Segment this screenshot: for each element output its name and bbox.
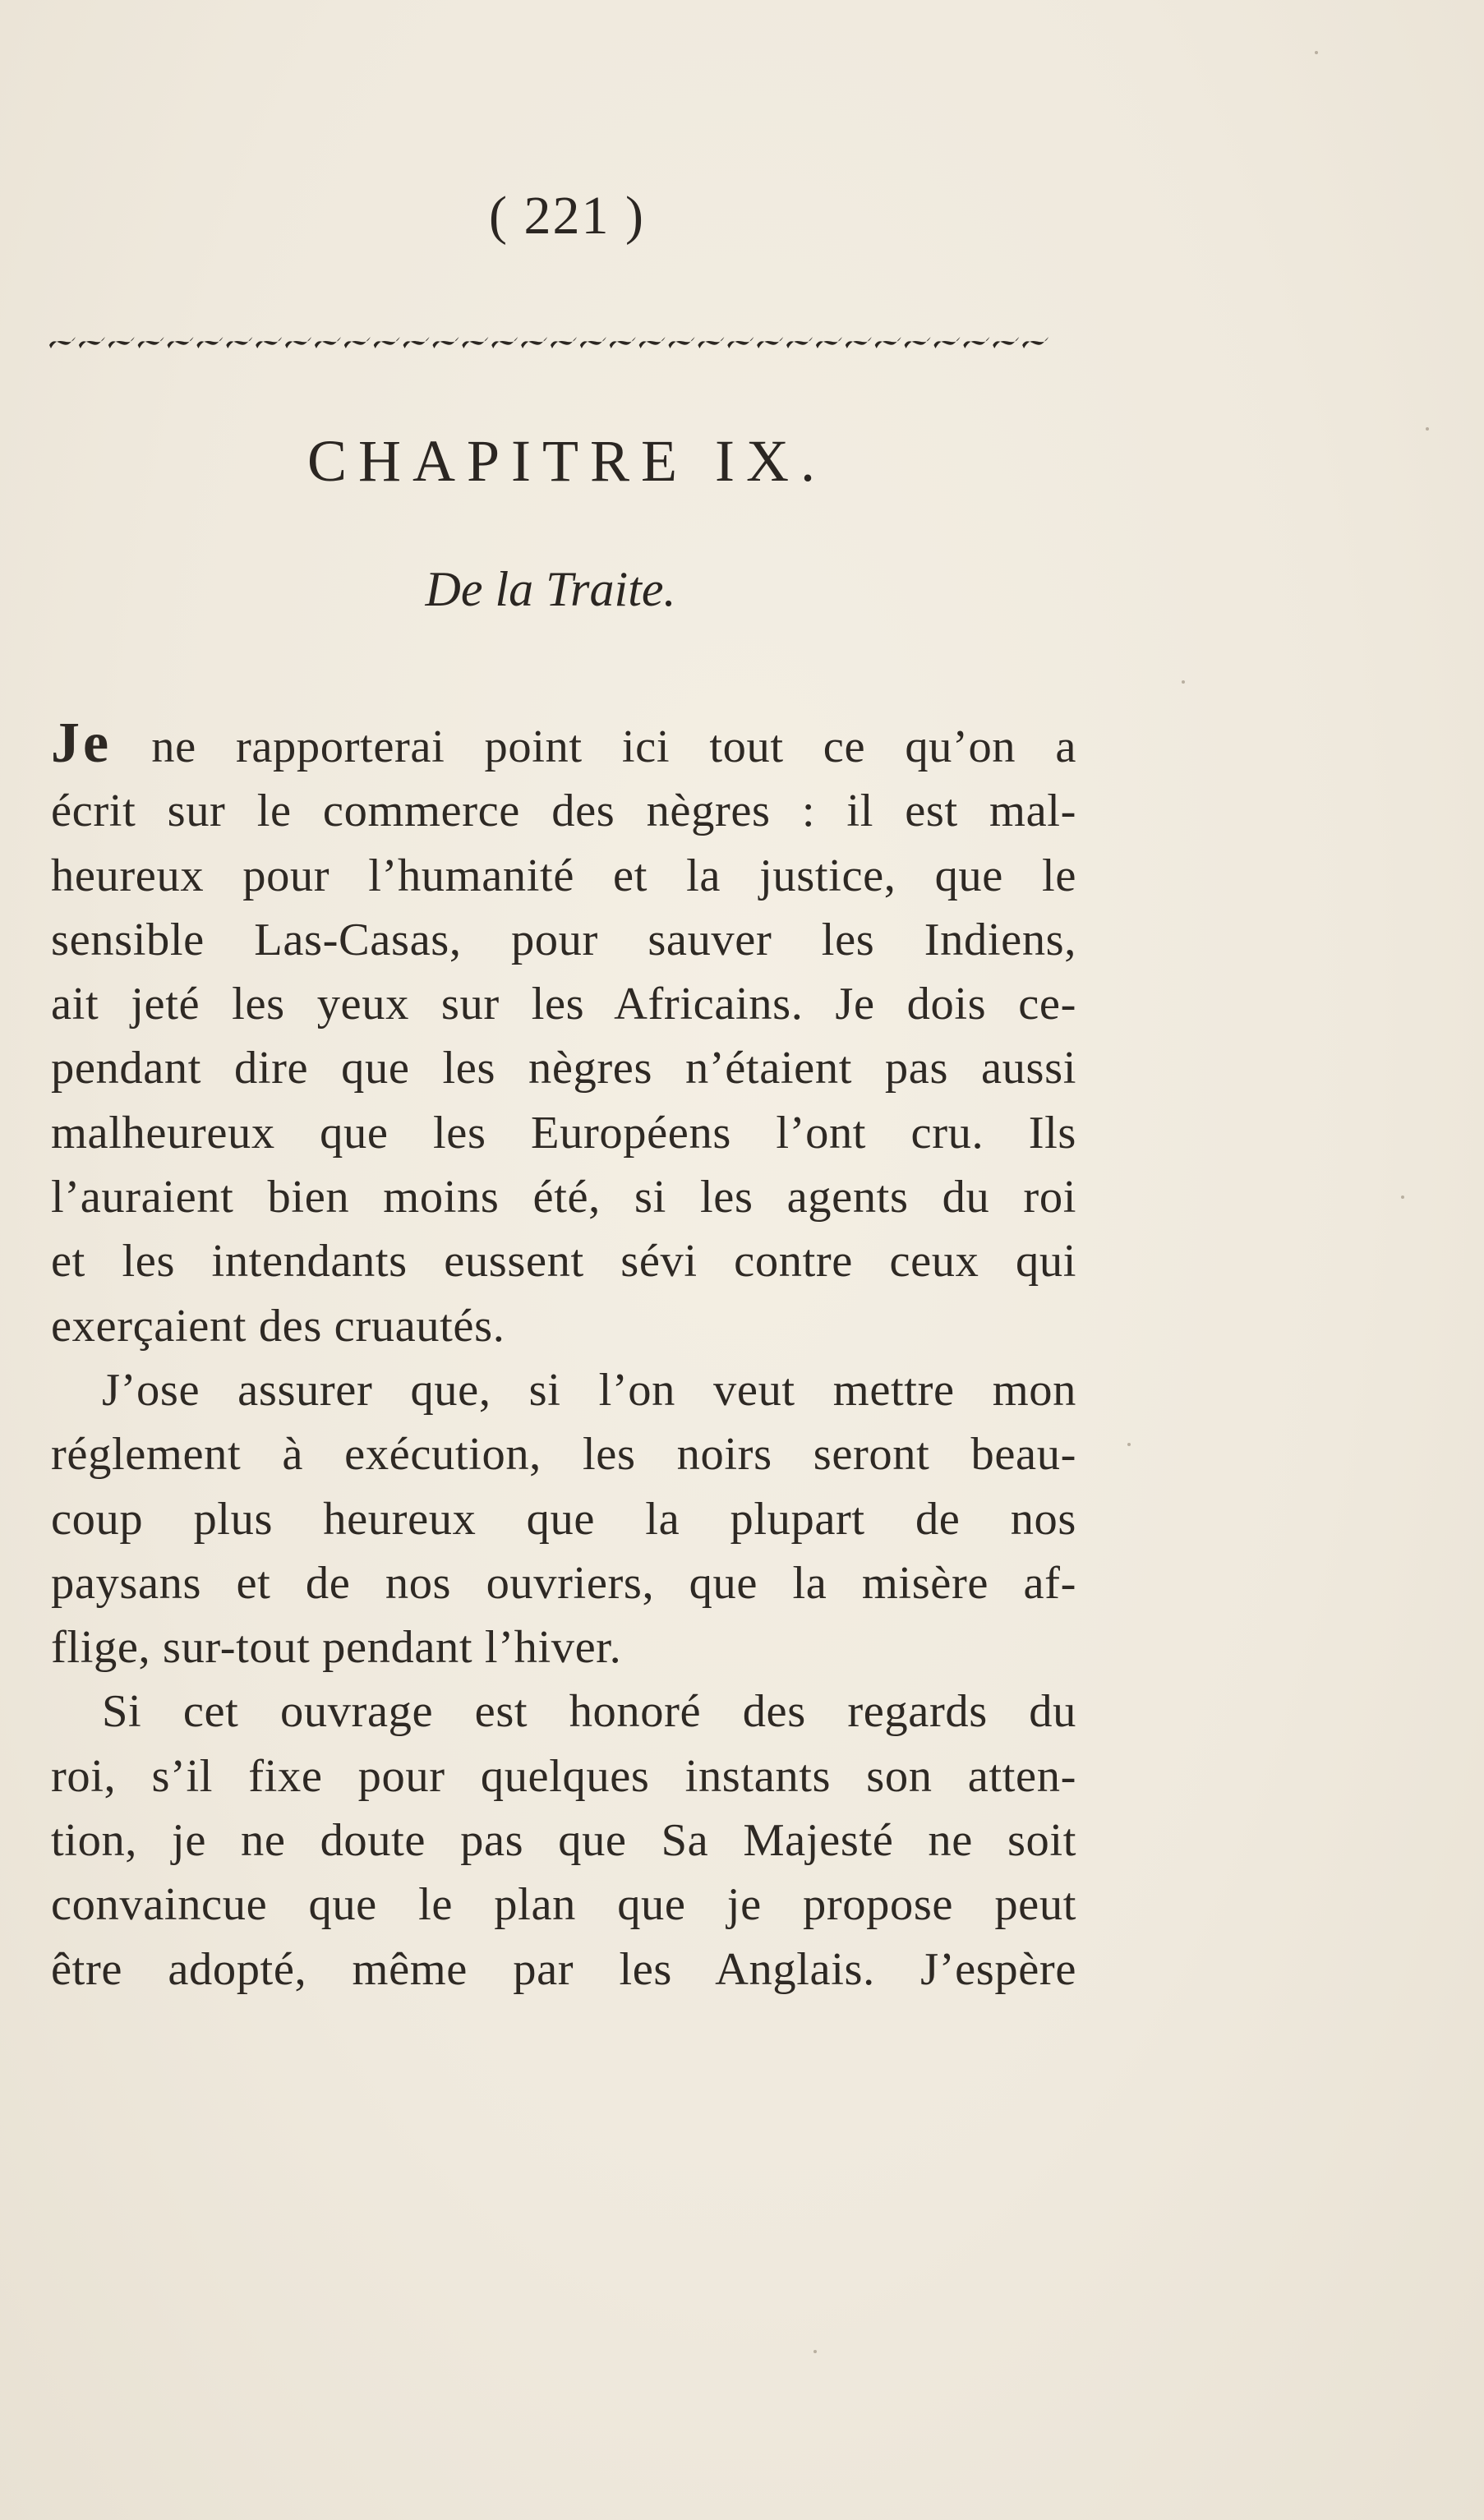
text-line: écrit sur le commerce des nègres : il est mal- bbox=[51, 785, 1076, 837]
ornamental-rule bbox=[48, 329, 1050, 358]
ornament-mark bbox=[639, 337, 666, 348]
ornament-mark bbox=[580, 337, 606, 348]
ornament-mark bbox=[285, 337, 311, 348]
text-line: sensible Las-Casas, pour sauver les Indiens, bbox=[51, 914, 1076, 965]
ornament-mark bbox=[875, 337, 901, 348]
ornament-mark bbox=[933, 337, 960, 348]
ornament-mark bbox=[521, 337, 547, 348]
drop-cap: Je bbox=[51, 712, 113, 775]
ornament-mark bbox=[610, 337, 636, 348]
text-line: et les intendants eussent sévi contre ceux qui bbox=[51, 1236, 1076, 1288]
ornament-mark bbox=[168, 337, 194, 348]
text-line: réglement à exécution, les noirs seront beau- bbox=[51, 1429, 1076, 1481]
ornament-mark bbox=[226, 337, 252, 348]
text-line: exerçaient des cruautés. bbox=[51, 1300, 505, 1352]
ornament-mark bbox=[108, 337, 135, 348]
text-line: paysans et de nos ouvriers, que la misère af- bbox=[51, 1557, 1076, 1609]
paper-speck bbox=[1315, 51, 1318, 54]
ornament-mark bbox=[786, 337, 813, 348]
paper-speck bbox=[1401, 1196, 1404, 1199]
ornament-mark bbox=[757, 337, 783, 348]
text-line: convaincue que le plan que je propose peut bbox=[51, 1879, 1076, 1931]
paper-speck bbox=[1182, 680, 1185, 684]
ornament-mark bbox=[698, 337, 724, 348]
ornament-mark bbox=[816, 337, 842, 348]
text-line: tion, je ne doute pas que Sa Majesté ne soit bbox=[51, 1815, 1076, 1867]
ornament-mark bbox=[462, 337, 488, 348]
ornament-mark bbox=[315, 337, 341, 348]
ornament-mark bbox=[374, 337, 400, 348]
paper-speck bbox=[813, 2350, 817, 2353]
text-line: J’ose assurer que, si l’on veut mettre mon bbox=[102, 1364, 1076, 1416]
chapter-title: CHAPITRE IX. bbox=[307, 428, 827, 494]
paragraph-2 bbox=[51, 1358, 1076, 1679]
ornament-mark bbox=[138, 337, 164, 348]
ornament-mark bbox=[403, 337, 430, 348]
page-number: ( 221 ) bbox=[489, 186, 645, 246]
chapter-subtitle: De la Traite. bbox=[425, 562, 676, 616]
ornament-mark bbox=[432, 337, 459, 348]
ornament-mark bbox=[727, 337, 754, 348]
ornament-mark bbox=[49, 337, 76, 348]
text-line: heureux pour l’humanité et la justice, que le bbox=[51, 850, 1076, 901]
text-line: être adopté, même par les Anglais. J’espère bbox=[51, 1943, 1076, 1995]
ornament-mark bbox=[905, 337, 931, 348]
text-line: ait jeté les yeux sur les Africains. Je dois ce- bbox=[51, 979, 1076, 1030]
ornament-mark bbox=[551, 337, 577, 348]
paragraph-3 bbox=[51, 1679, 1076, 2001]
paper-speck bbox=[1127, 1443, 1131, 1446]
text-line: coup plus heureux que la plupart de nos bbox=[51, 1493, 1076, 1545]
text-line: l’auraient bien moins été, si les agents du roi bbox=[51, 1172, 1076, 1223]
text-line: Je ne rapporterai point ici tout ce qu’on a bbox=[51, 712, 1076, 775]
ornament-mark bbox=[669, 337, 695, 348]
ornament-mark bbox=[256, 337, 282, 348]
paragraph-1 bbox=[51, 712, 1076, 1358]
ornament-mark bbox=[963, 337, 989, 348]
ornament-mark bbox=[993, 337, 1019, 348]
text-line: malheureux que les Européens l’ont cru. Ils bbox=[51, 1107, 1076, 1159]
ornament-mark bbox=[79, 337, 105, 348]
text-line: pendant dire que les nègres n’étaient pas aussi bbox=[51, 1043, 1076, 1094]
ornament-mark bbox=[491, 337, 518, 348]
ornament-mark bbox=[196, 337, 223, 348]
text-line: flige, sur-tout pendant l’hiver. bbox=[51, 1622, 622, 1674]
text-line: roi, s’il fixe pour quelques instants son atten- bbox=[51, 1750, 1076, 1802]
paper-speck bbox=[1426, 427, 1429, 431]
ornament-mark bbox=[1022, 337, 1048, 348]
ornament-mark bbox=[344, 337, 371, 348]
chapter-body bbox=[51, 712, 1076, 2002]
text-line: Si cet ouvrage est honoré des regards du bbox=[102, 1686, 1076, 1738]
ornament-mark bbox=[846, 337, 872, 348]
